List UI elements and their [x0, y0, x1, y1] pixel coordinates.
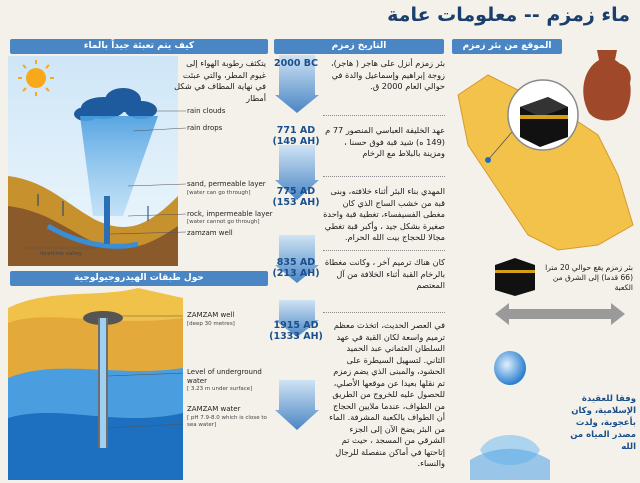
label-underground-water: Level of underground water	[187, 368, 262, 385]
quote-text: وفقا للعقيدة الإسلامية، وكان بأعجوبة، ولدت مصدر المياه من الله	[570, 394, 636, 452]
divider	[323, 312, 445, 313]
label-zamzam-well-hydro: ZAMZAM well	[187, 311, 235, 319]
divider	[323, 115, 445, 116]
label-rain-drops: rain drops	[187, 124, 223, 132]
timeline-date-1: 2000 BC	[274, 58, 318, 69]
timeline-text-2: عهد الخليفة العباسي المنصور 77 م (149 ه) شيد قبة فوق حسنا ، ومزينة بالبلاط مع الرخام	[325, 125, 445, 158]
kaaba-icon-small	[490, 255, 540, 297]
label-rain-clouds: rain clouds	[187, 107, 226, 115]
timeline-text-1: بئر زمزم أنزل على هاجر ( هاجر)، زوجة إبراهيم وإسماعيل والدة في حوالي العام 2000 ق.	[330, 58, 445, 91]
history-section-header: التاريخ زمزم	[274, 39, 444, 54]
label-sand-note: [water can go through]	[187, 190, 251, 196]
clay-jar-icon	[577, 45, 637, 125]
label-sand-layer: sand, permeable layer	[187, 180, 266, 188]
timeline-date-2: 771 AD (149 AH)	[272, 125, 320, 147]
timeline-text-4: كان هناك ترميم آخر ، وكانت مغطاة بالرخام القبة أثناء الخلافة من آل المعتصم	[324, 257, 445, 290]
filling-section-header: كيف يتم تعبئة جيداً بالماء	[10, 39, 268, 54]
hydro-section-header: حول طبقات الهيدروجيولوجية	[10, 271, 268, 286]
timeline-text-5: في العصر الحديث، اتخذت معظم ترميم واسعة لكان القبة في عهد السلطان العثماني عبد الحميد الثاني. لتسهيل السيطرة على الحشود، والمبنى الذي يضم زمزم تم نقلها بعيدا عن موقعها الأصلي، للحصول عليه للخروج من الطريق من الطواف، عندما ملايين الحجاج أن الطواف بالكعبة المشرفة. الماء من البئر يضخ الآن إلى الجزء الشرقي من المسجد ، حيث تم إتاحتها في أماكن منفصلة للرجال والنساء.	[329, 320, 445, 468]
label-rock-layer: rock, impermeable layer	[187, 210, 273, 218]
label-well-depth: [deep 30 metres]	[187, 321, 235, 327]
timeline-date-5: 1915 AD (1333 AH)	[269, 320, 323, 342]
label-zamzam-water: ZAMZAM water	[187, 405, 241, 413]
label-water-level: [ 3.23 m under surface]	[187, 386, 253, 392]
location-section-header: الموقع من بئر زمزم	[452, 39, 562, 54]
divider	[323, 250, 445, 251]
page-title: ماء زمزم -- معلومات عامة	[387, 4, 630, 26]
timeline-date-3: 775 AD (153 AH)	[272, 186, 320, 208]
label-zamzam-well: zamzam well	[187, 229, 233, 237]
water-drop-icon	[470, 350, 550, 480]
well-distance-text: بئر زمزم يقع حوالي 20 مترا (66 قدما) إلى الشرق من الكعبة	[545, 263, 633, 292]
kaaba-icon	[520, 97, 568, 147]
timeline-date-4: 835 AD (213 AH)	[272, 257, 320, 279]
label-valley: ibrahims valley	[40, 251, 82, 257]
hydrogeology-diagram	[8, 288, 183, 480]
label-rock-note: [water cannot go through]	[187, 219, 260, 225]
zamzam-well-shaft	[104, 196, 110, 244]
timeline-text-3: المهدي بناء البئر أثناء خلافته، وبنى قبة من خشب الساج الذي كان مغطى الفسيفساء، تغطية قبة واحدة صغيرة بشكل جيد ، وأكبر قبة تغطي مجالا للحجاج بيت الله الحرام.	[323, 186, 445, 242]
filling-description: يتكثف رطوبة الهواء إلى غيوم المطر، والتي عبئت في نهاية المطاف في شكل أمطار	[174, 58, 266, 103]
distance-arrow	[495, 303, 625, 325]
divider	[323, 176, 445, 177]
label-water-ph: [ pH 7.9-8.0 which is close to sea water]	[187, 415, 267, 428]
timeline-arrow	[275, 55, 319, 445]
